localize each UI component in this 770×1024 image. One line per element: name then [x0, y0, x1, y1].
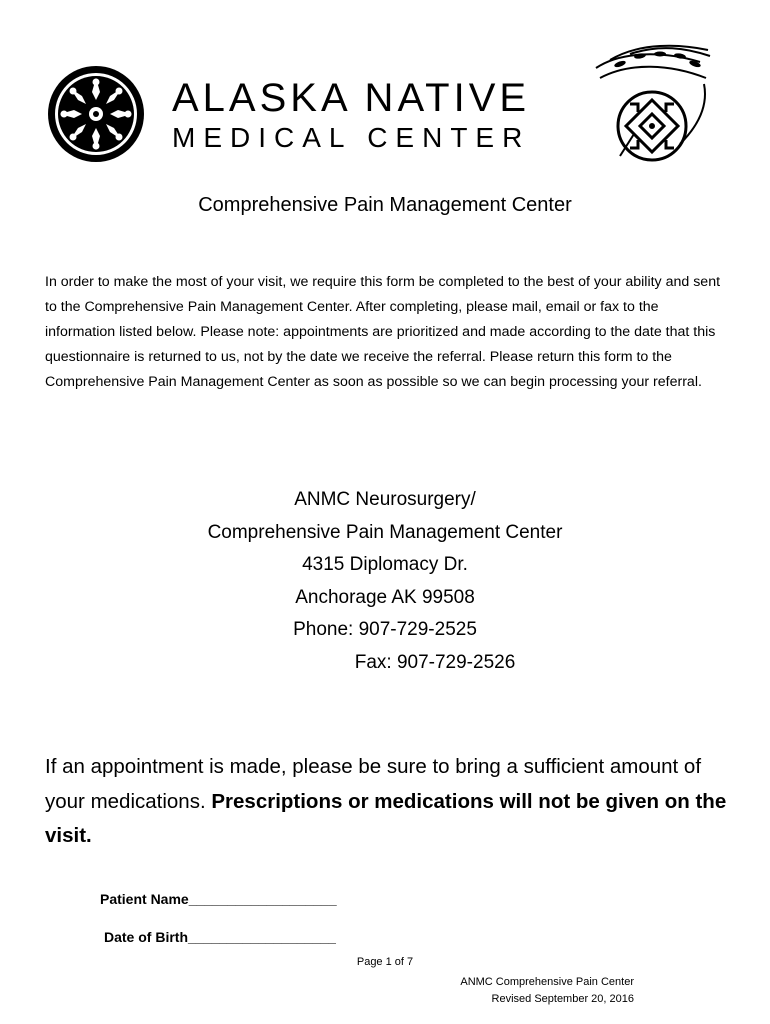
footer-revised-date: Revised September 20, 2016 — [491, 993, 634, 1005]
address-city: Anchorage AK 99508 — [295, 586, 475, 608]
footer-org-name: ANMC Comprehensive Pain Center — [460, 976, 634, 988]
footer — [460, 974, 634, 1008]
address-line-1: ANMC Neurosurgery/ — [294, 489, 476, 510]
date-of-birth-field[interactable]: Date of Birth___________________ — [104, 929, 336, 945]
grass-emblem-logo — [590, 44, 714, 172]
patient-name-field[interactable]: Patient Name___________________ — [100, 891, 337, 907]
medication-notice — [45, 750, 735, 854]
address-line-2: Comprehensive Pain Management Center — [207, 521, 563, 543]
address-street: 4315 Diplomacy Dr. — [302, 554, 468, 576]
page-title: Comprehensive Pain Management Center — [198, 194, 572, 216]
anmc-seal-logo — [46, 64, 146, 164]
header — [0, 0, 770, 180]
phone-number: Phone: 907-729-2525 — [293, 619, 477, 641]
notice-text: If an appointment is made, please be sure to bring a sufficient amount of your medications. — [45, 755, 702, 813]
org-name-line1: ALASKA NATIVE — [172, 76, 531, 120]
org-name-line2: MEDICAL CENTER — [172, 122, 531, 153]
notice-bold-text: Prescriptions or medications will not be given on the visit. — [45, 789, 727, 847]
page-number: Page 1 of 7 — [356, 956, 414, 968]
intro-paragraph: In order to make the most of your visit, we require this form be completed to the best of your ability and sent to the Comprehensive Pain Management Center. After completing, please mail, email or fax to the information listed below. Please note: appointments are prioritized and made according to the date that this questionnaire is returned to us, not by the date we receive the referral. Please return this form to the Comprehensive Pain Management Center as soon as possible so we can begin processing your referral. — [45, 274, 721, 390]
fax-number: Fax: 907-729-2526 — [354, 651, 516, 673]
mailing-address — [0, 484, 770, 680]
